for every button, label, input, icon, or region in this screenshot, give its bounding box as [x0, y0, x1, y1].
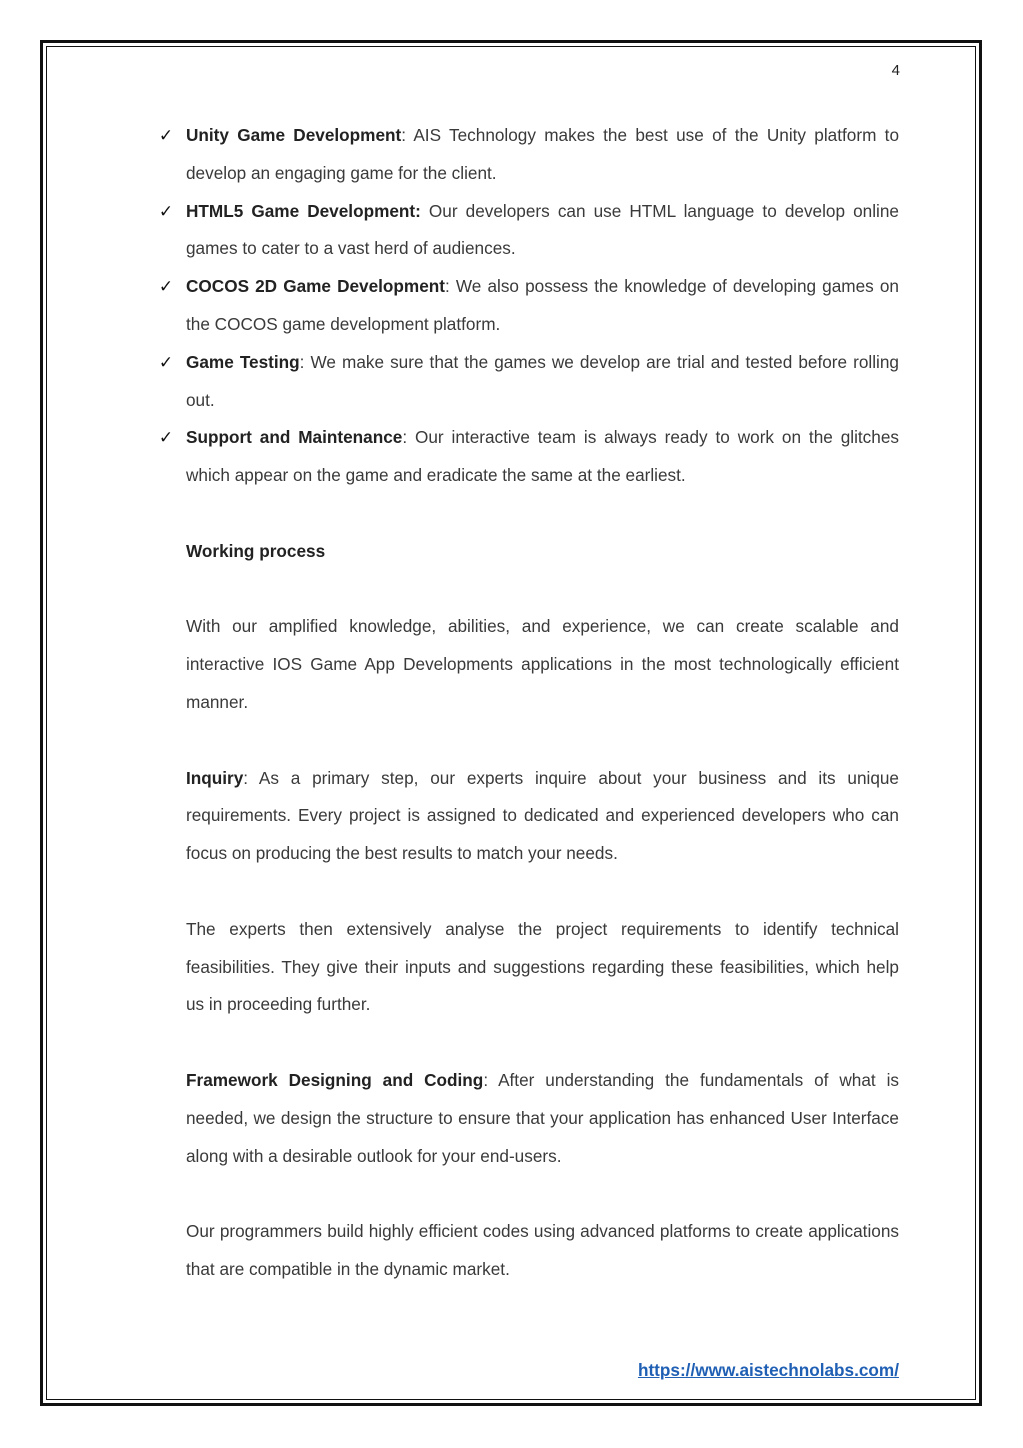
bullet-title: Game Testing: [186, 351, 300, 372]
framework-paragraph: [186, 1062, 899, 1175]
bullet-text: : Our interactive team is always ready to work on the glitches which appear on the game and eradicate the same at the earliest.: [186, 427, 899, 486]
bullet-title: COCOS 2D Game Development: [186, 276, 445, 297]
framework-title: Framework Designing and Coding: [186, 1069, 484, 1090]
spacer: [186, 571, 899, 609]
inquiry-title: Inquiry: [186, 767, 244, 788]
services-list: [158, 117, 900, 495]
intro-paragraph: With our amplified knowledge, abilities, and experience, we can create scalable and interactive IOS Game App Developments applications in the most technologically efficient manner.: [186, 616, 899, 712]
list-item: [158, 193, 899, 269]
list-item: [158, 117, 900, 193]
list-item: [158, 419, 899, 495]
check-icon: ✓: [158, 352, 174, 372]
bullet-text: : We make sure that the games we develop are trial and tested before rolling out.: [186, 351, 899, 410]
programmers-paragraph: Our programmers build highly efficient codes using advanced platforms to create applications that are compatible in the dynamic market.: [186, 1221, 899, 1279]
check-icon: ✓: [158, 277, 174, 297]
spacer: [186, 495, 899, 533]
spacer: [186, 1024, 899, 1062]
inquiry-paragraph: [186, 760, 899, 873]
bullet-title: Unity Game Development: [186, 125, 402, 145]
bullet-text: Our developers can use HTML language to develop online games to cater to a vast herd of audiences.: [186, 200, 899, 259]
check-icon: ✓: [158, 428, 174, 448]
document-body: [158, 117, 900, 1289]
analysis-paragraph: The experts then extensively analyse the project requirements to identify technical feasibilities. They give their inputs and suggestions regarding these feasibilities, which help us in proceeding further.: [186, 918, 899, 1015]
bullet-title: Support and Maintenance: [186, 427, 403, 448]
check-icon: ✓: [158, 126, 174, 145]
framework-text: : After understanding the fundamentals of what is needed, we design the structure to ensure that your application has enhanced User Interface along with a desirable outlook for your end-users.: [186, 1069, 900, 1166]
list-item: [158, 344, 899, 420]
inquiry-text: : As a primary step, our experts inquire about your business and its unique requirements. Every project is assigned to dedicated and experienced developers who can focus on producing the best results to match your needs.: [186, 767, 899, 864]
bullet-text: : AIS Technology makes the best use of the Unity platform to develop an engaging game for the client.: [186, 125, 900, 183]
website-link[interactable]: https://www.aistechnolabs.com/: [637, 1360, 899, 1380]
bullet-text: : We also possess the knowledge of developing games on the COCOS game development platform.: [186, 276, 899, 334]
spacer: [186, 873, 899, 911]
spacer: [186, 1175, 899, 1213]
list-item: [158, 268, 899, 344]
spacer: [186, 722, 899, 760]
section-heading: Working process: [186, 540, 326, 561]
check-icon: ✓: [158, 201, 174, 221]
page-number: 4: [891, 62, 900, 79]
bullet-title: HTML5 Game Development:: [186, 200, 421, 221]
